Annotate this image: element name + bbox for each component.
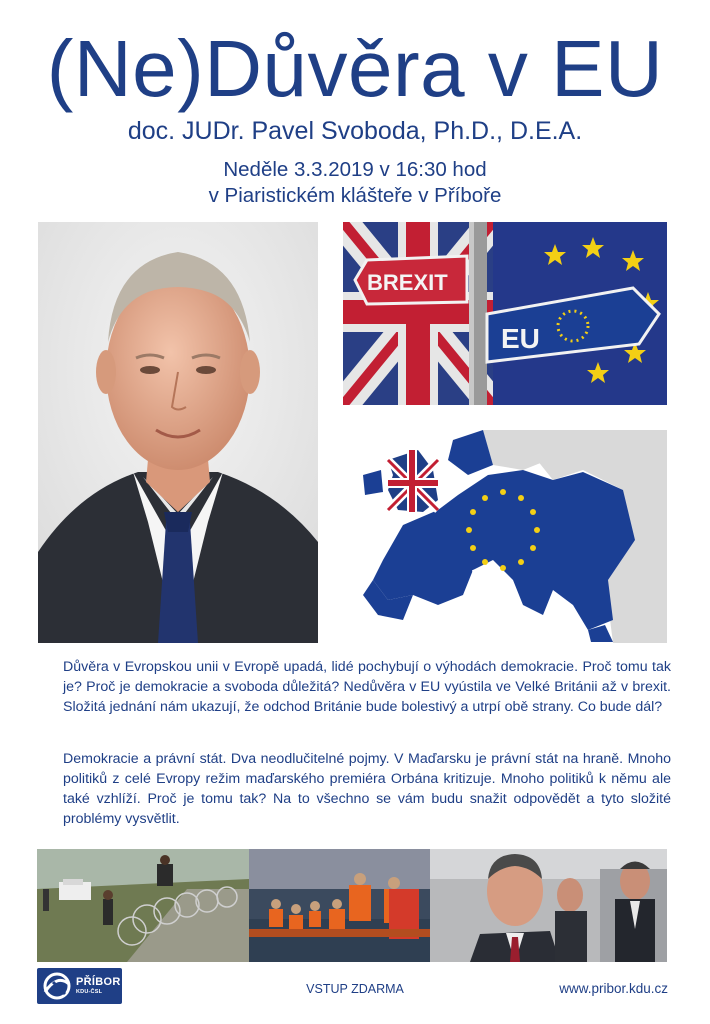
paragraph-rule-of-law: Demokracie a právní stát. Dva neodlučitelné pojmy. V Maďarsku je právní stát na hraně. Mnoho politiků z celé Evropy režim maďarského premiéra Orbána kritizuje. Mnoho politiků k němu ale také vzhlíží. Proč je tomu tak? Na to všechno se vám budu snažit odpovědět a tyto složité problémy vysvětlit. — [63, 751, 671, 827]
paragraph-brexit: Důvěra v Evropskou unii v Evropě upadá, lidé pochybují o výhodách demokracie. Proč tomu tak je? Proč je demokracie a svoboda důležitá? Nedůvěra v EU vyústila ve Velké Británii až v brexit. Složitá jednání nám ukazují, že odchod Británie bude bolestivý a utrpí obě strany. Co bude dál? — [63, 659, 671, 715]
brexit-eu-signpost-image — [343, 222, 667, 405]
orban-photo — [430, 849, 667, 962]
brexit-sign-label: BREXIT — [367, 270, 448, 295]
portrait-photo — [38, 222, 318, 643]
event-date-time: Neděle 3.3.2019 v 16:30 hod — [223, 158, 487, 181]
eu-sign-label: EU — [501, 323, 540, 354]
speaker-name: doc. JUDr. Pavel Svoboda, Ph.D., D.E.A. — [127, 117, 583, 145]
poster-title: (Ne)Důvěra v EU — [46, 24, 664, 113]
logo-subtitle: KDU-ČSL — [76, 989, 103, 995]
logo-name: PŘÍBOR — [76, 976, 121, 988]
eu-map-image — [343, 430, 667, 643]
border-fence-photo — [37, 849, 249, 962]
website-url: www.pribor.kdu.cz — [559, 981, 668, 996]
refugees-boat-photo — [249, 849, 430, 962]
free-entry-note: VSTUP ZDARMA — [306, 982, 404, 996]
event-venue: v Piaristickém klášteře v Příboře — [208, 184, 502, 207]
